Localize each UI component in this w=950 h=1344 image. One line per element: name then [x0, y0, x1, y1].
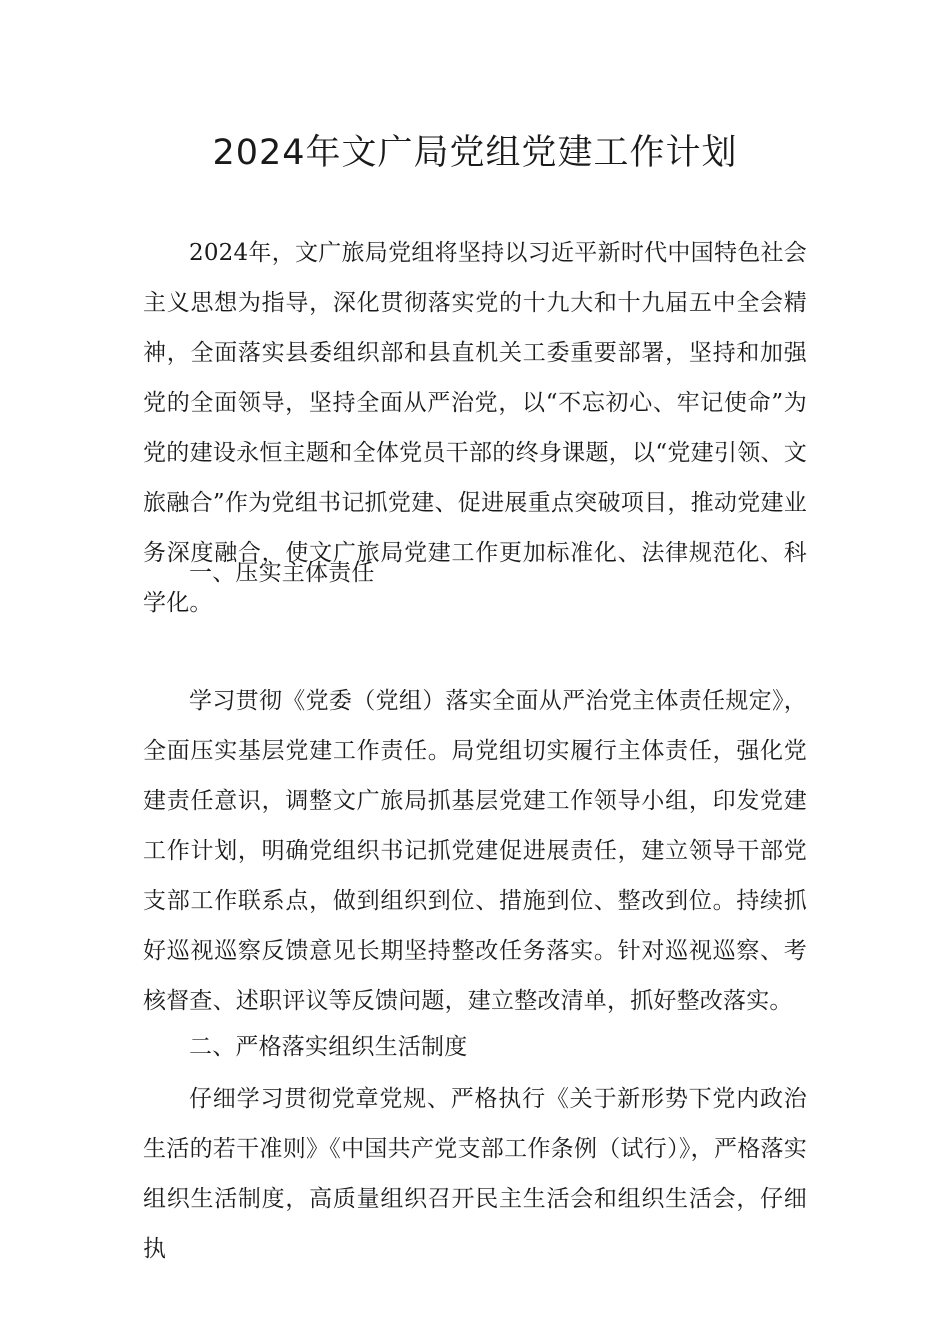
document-title: 2024年文广局党组党建工作计划 [212, 133, 738, 173]
paragraph-intro: 2024年，文广旅局党组将坚持以习近平新时代中国特色社会主义思想为指导，深化贯彻落实党的十九大和十九届五中全会精神，全面落实县委组织部和县直机关工委重要部署，坚持和加强党的全面领导，坚持全面从严治党，以“不忘初心、牢记使命”为党的建设永恒主题和全体党员干部的终身课题，以“党建引领、文旅融合”作为党组书记抓党建、促进展重点突破项目，推动党建业务深度融合，使文广旅局党建工作更加标准化、法律规范化、科学化。 [143, 240, 807, 616]
section-heading-1: 一、压实主体责任 [189, 560, 375, 586]
paragraph-section-1: 学习贯彻《党委（党组）落实全面从严治党主体责任规定》，全面压实基层党建工作责任。局党组切实履行主体责任，强化党建责任意识，调整文广旅局抓基层党建工作领导小组，印发党建工作计划，明确党组织书记抓党建促进展责任，建立领导干部党支部工作联系点，做到组织到位、措施到位、整改到位。持续抓好巡视巡察反馈意见长期坚持整改任务落实。针对巡视巡察、考核督查、述职评议等反馈问题，建立整改清单，抓好整改落实。 [143, 688, 807, 1014]
paragraph-section-2: 仔细学习贯彻党章党规、严格执行《关于新形势下党内政治生活的若干准则》《中国共产党支部工作条例（试行）》，严格落实组织生活制度，高质量组织召开民主生活会和组织生活会，仔细执 [143, 1086, 807, 1262]
section-heading-2: 二、严格落实组织生活制度 [189, 1034, 468, 1060]
